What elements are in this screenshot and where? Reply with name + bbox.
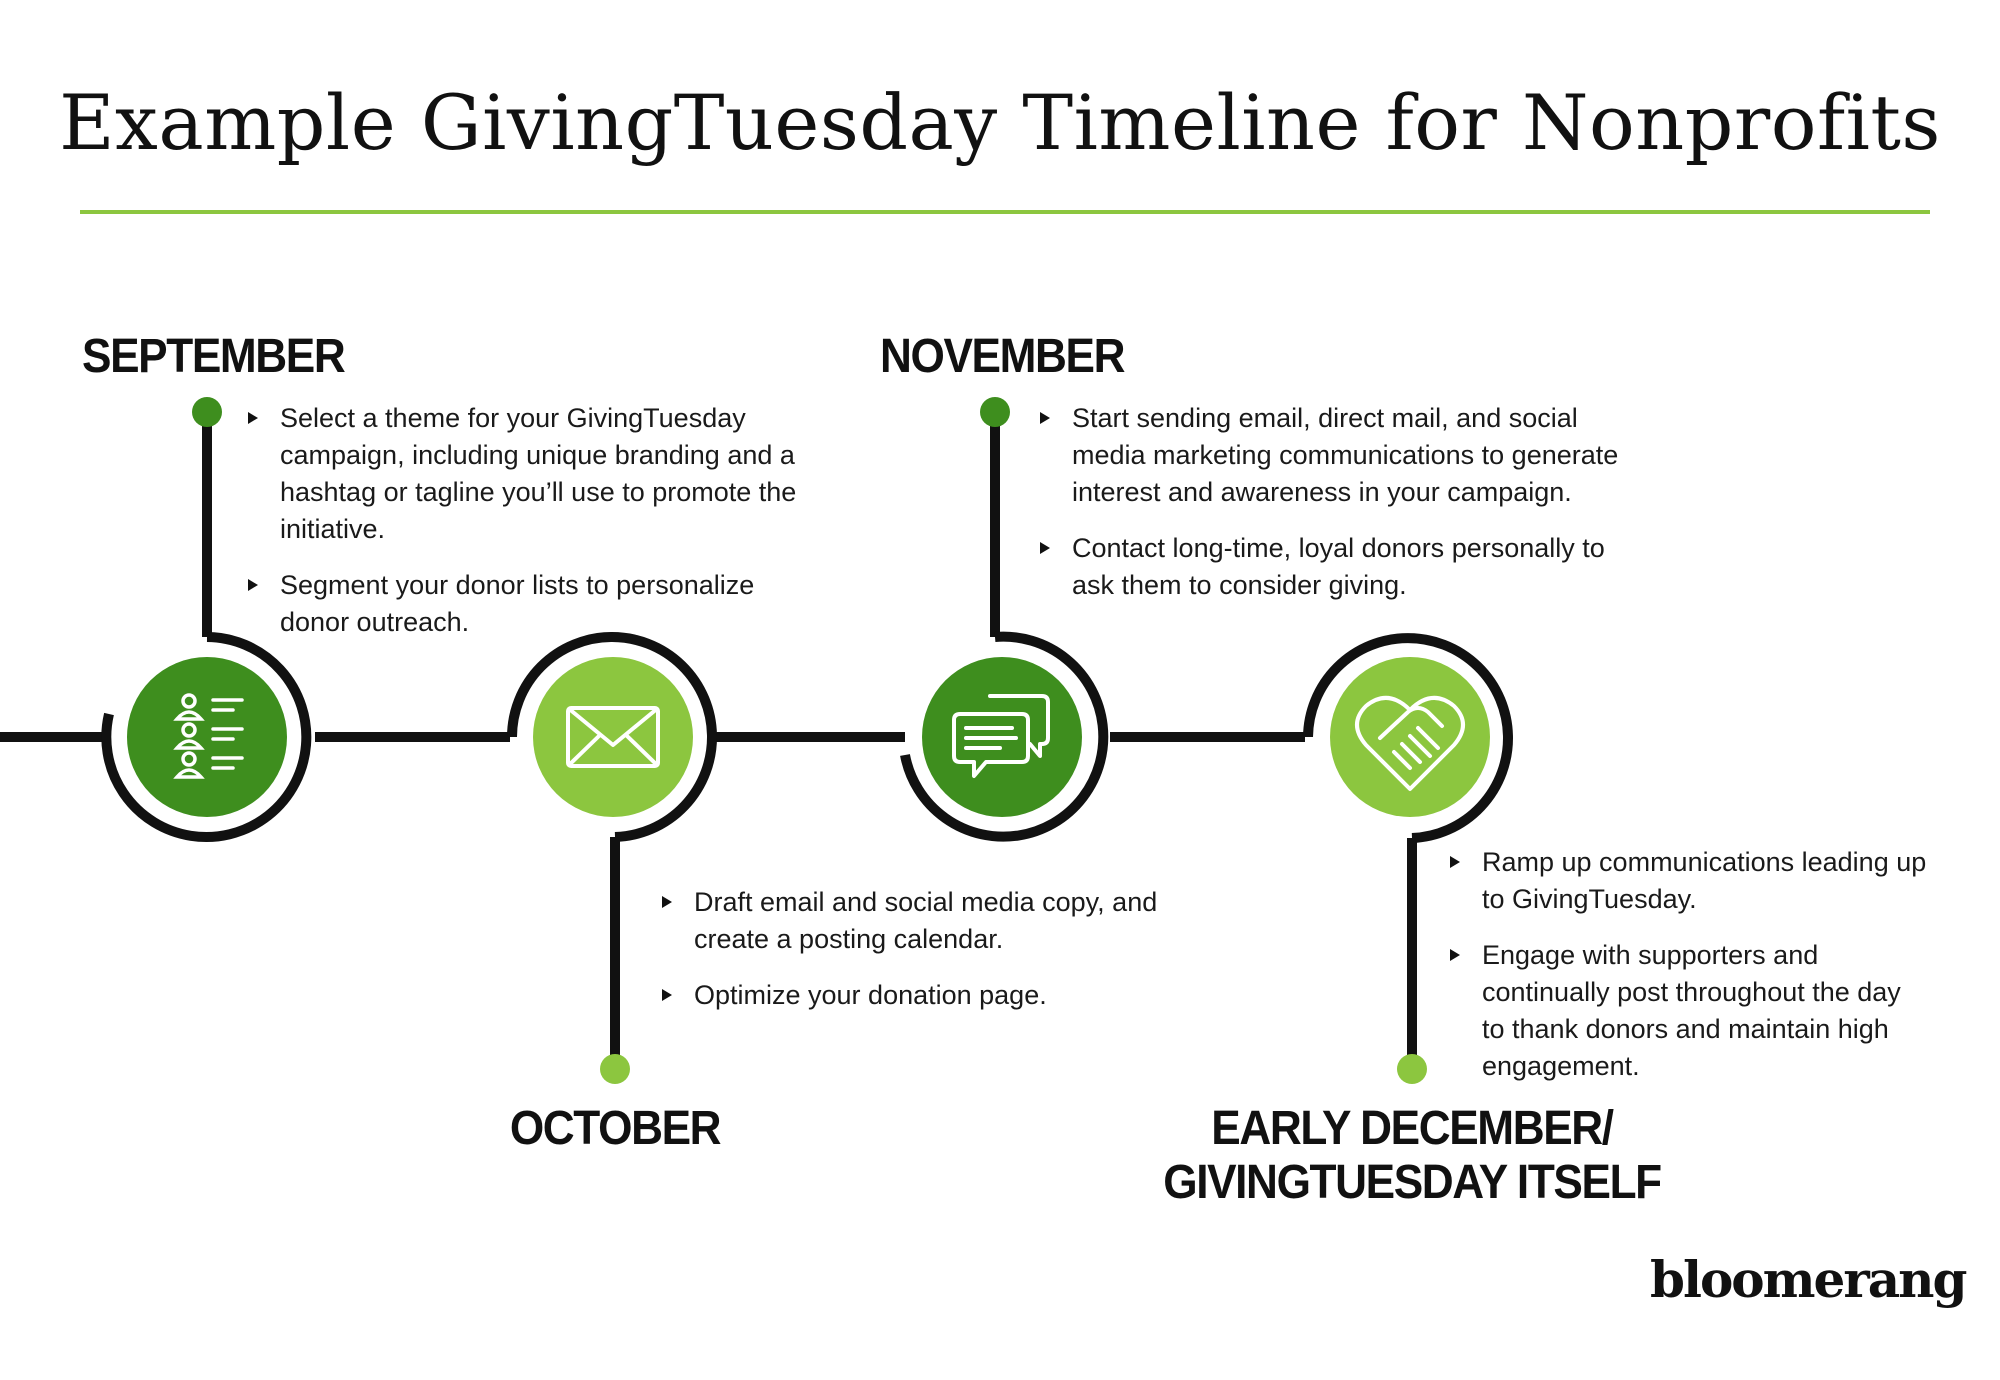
list-item: Contact long-time, loyal donors personally to ask them to consider giving. [1038,530,1638,604]
stage-heading-september: SEPTEMBER [82,330,345,383]
stage-heading-november: NOVEMBER [880,330,1125,383]
stage-heading-december-line2: GIVINGTUESDAY ITSELF [1163,1156,1661,1209]
bloomerang-logo: bloomerang [1650,1250,1966,1309]
list-item: Select a theme for your GivingTuesday campaign, including unique branding and a hashtag or tagline you’ll use to promote the initiative. [246,400,806,548]
november-bullets [1038,400,1638,623]
september-bullets [246,400,806,660]
stage-heading-december-line1: EARLY DECEMBER/ [1211,1102,1613,1155]
list-item: Ramp up communications leading up to GivingTuesday. [1448,844,1928,918]
list-item: Start sending email, direct mail, and social media marketing communications to generate interest and awareness in your campaign. [1038,400,1638,511]
list-item: Segment your donor lists to personalize donor outreach. [246,567,806,641]
list-item: Draft email and social media copy, and create a posting calendar. [660,884,1200,958]
october-bullets [660,884,1200,1033]
stage-heading-december [1136,1102,1688,1210]
page-title: Example GivingTuesday Timeline for Nonprofits [59,78,1941,167]
stage-heading-october: OCTOBER [509,1102,721,1155]
december-bullets [1448,844,1928,1104]
list-item: Optimize your donation page. [660,977,1200,1014]
list-item: Engage with supporters and continually post throughout the day to thank donors and maintain high engagement. [1448,937,1928,1085]
